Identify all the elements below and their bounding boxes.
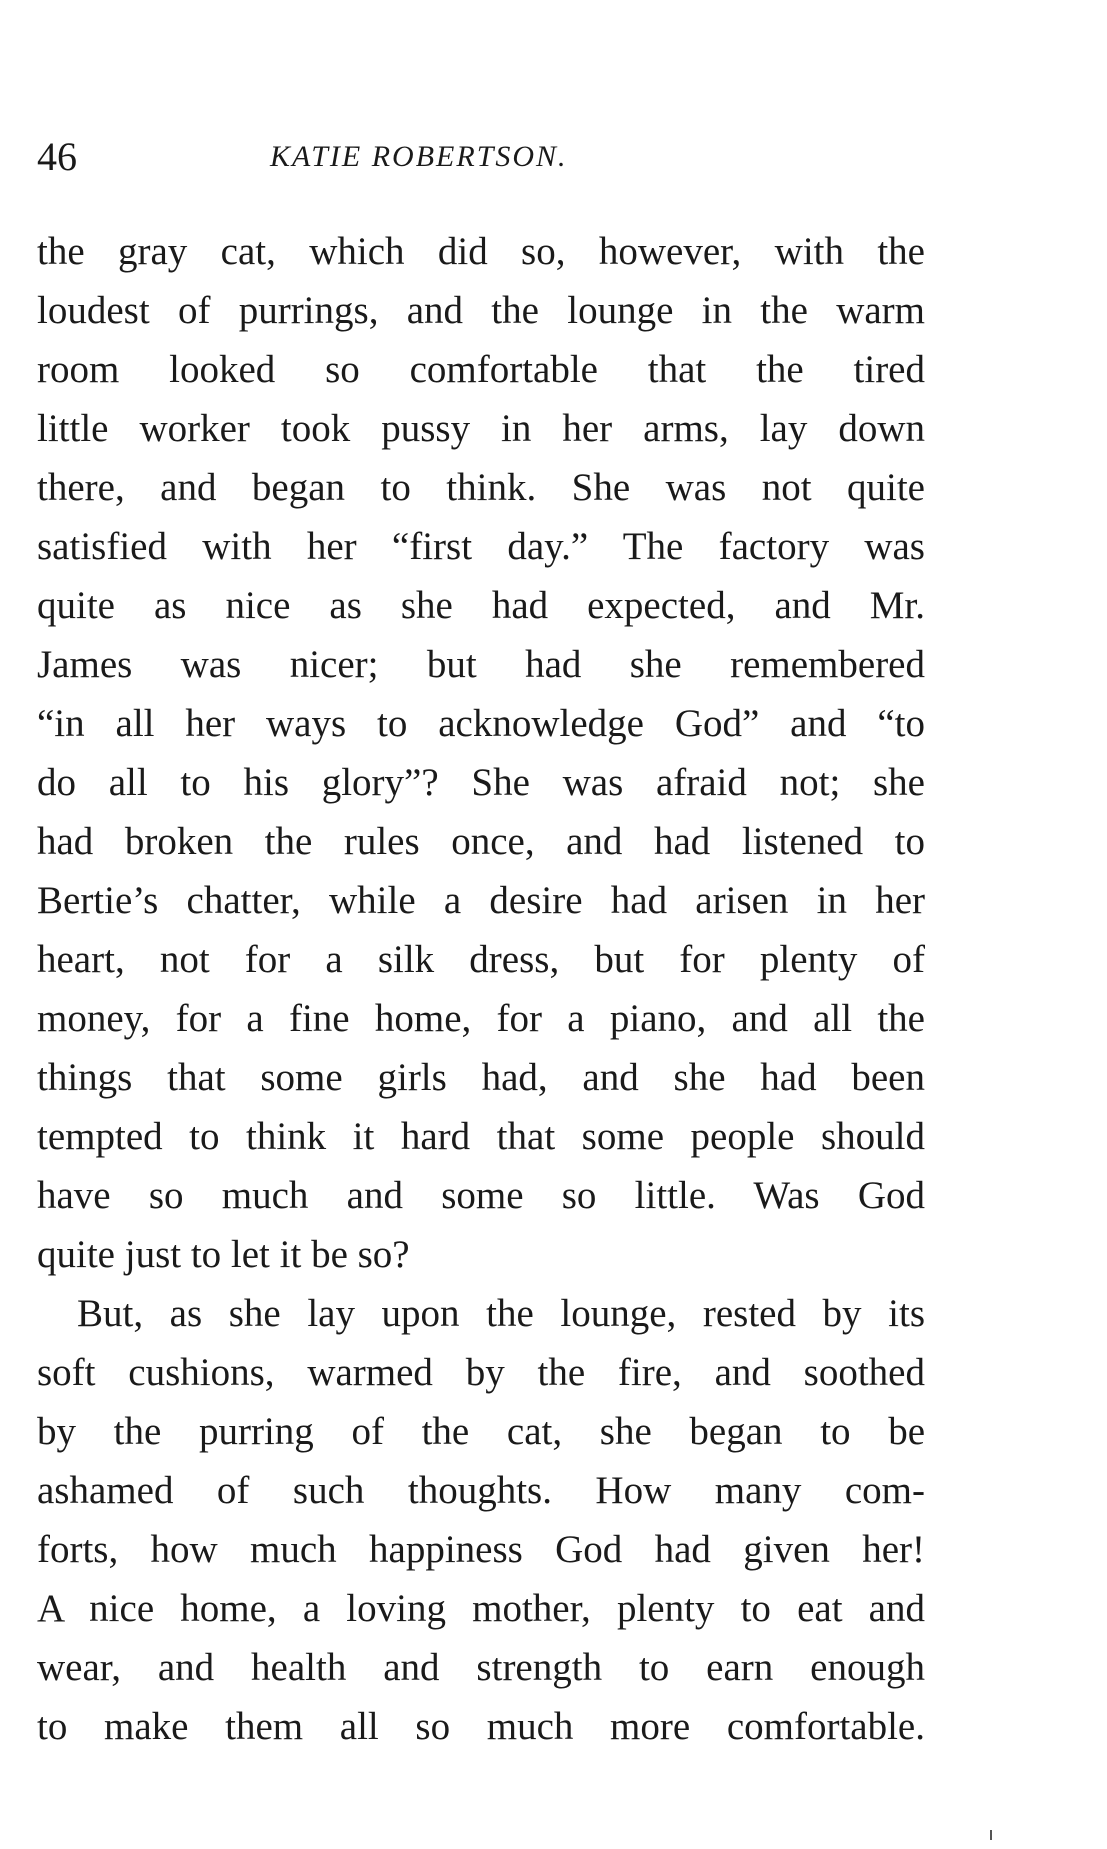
text-line: little worker took pussy in her arms, lay down bbox=[37, 407, 925, 450]
text-line: “in all her ways to acknowledge God” and “to bbox=[37, 702, 925, 745]
text-line: satisfied with her “first day.” The factory was bbox=[37, 525, 925, 568]
page-header bbox=[37, 132, 937, 182]
text-line: quite just to let it be so? bbox=[37, 1233, 410, 1276]
text-line: there, and began to think. She was not quite bbox=[37, 466, 925, 509]
text-line: Bertie’s chatter, while a desire had arisen in her bbox=[37, 879, 925, 922]
text-line: James was nicer; but had she remembered bbox=[37, 643, 925, 686]
text-line: the gray cat, which did so, however, with the bbox=[37, 230, 925, 273]
text-line: A nice home, a loving mother, plenty to eat and bbox=[37, 1587, 925, 1630]
text-line: have so much and some so little. Was God bbox=[37, 1174, 925, 1217]
text-line: wear, and health and strength to earn enough bbox=[37, 1646, 925, 1689]
text-line: quite as nice as she had expected, and Mr. bbox=[37, 584, 925, 627]
text-line: loudest of purrings, and the lounge in the warm bbox=[37, 289, 925, 332]
text-line: forts, how much happiness God had given her! bbox=[37, 1528, 925, 1571]
text-line: ashamed of such thoughts. How many com- bbox=[37, 1469, 925, 1512]
text-line: to make them all so much more comfortable. bbox=[37, 1705, 925, 1748]
running-title: KATIE ROBERTSON. bbox=[270, 140, 568, 173]
page-number: 46 bbox=[37, 134, 77, 179]
body-text bbox=[37, 222, 925, 1756]
paragraph-1 bbox=[37, 222, 925, 1284]
text-line: room looked so comfortable that the tired bbox=[37, 348, 925, 391]
paragraph-2 bbox=[37, 1284, 925, 1756]
text-line: by the purring of the cat, she began to be bbox=[37, 1410, 925, 1453]
text-line: had broken the rules once, and had listened to bbox=[37, 820, 925, 863]
text-line: things that some girls had, and she had been bbox=[37, 1056, 925, 1099]
text-line: money, for a fine home, for a piano, and all the bbox=[37, 997, 925, 1040]
print-mark bbox=[990, 1830, 992, 1840]
text-line: tempted to think it hard that some people should bbox=[37, 1115, 925, 1158]
text-line: do all to his glory”? She was afraid not; she bbox=[37, 761, 925, 804]
text-line: heart, not for a silk dress, but for plenty of bbox=[37, 938, 925, 981]
text-line: But, as she lay upon the lounge, rested by its bbox=[77, 1292, 925, 1335]
text-line: soft cushions, warmed by the fire, and soothed bbox=[37, 1351, 925, 1394]
